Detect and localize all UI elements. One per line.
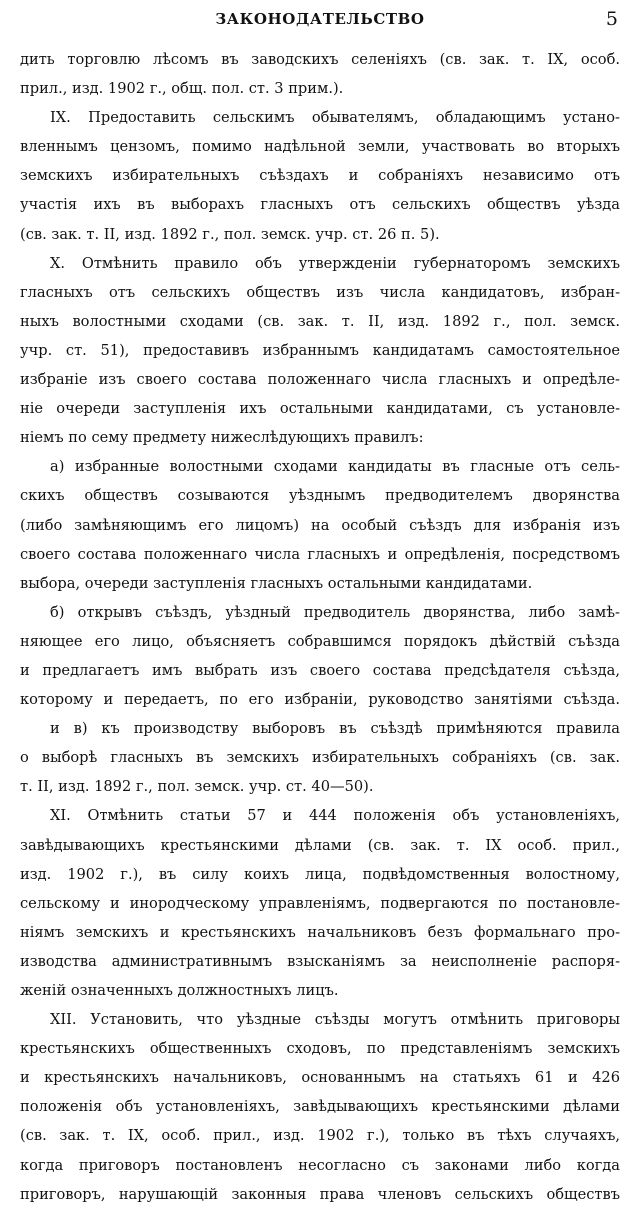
text-line: учр. ст. 51), предоставивъ избраннымъ кандидатамъ самостоятельное: [20, 341, 620, 359]
text-line: и крестьянскихъ начальниковъ, основаннымъ на статьяхъ 61 и 426: [20, 1069, 620, 1087]
text-line: земскихъ избирательныхъ съѣздахъ и собраніяхъ независимо отъ: [20, 167, 620, 185]
text-line: X. Отмѣнить правило объ утвержденіи губернаторомъ земскихъ: [50, 254, 620, 272]
text-line: ніямъ земскихъ и крестьянскихъ начальниковъ безъ формальнаго про-: [20, 923, 620, 941]
text-line: приговоръ, нарушающій законныя права членовъ сельскихъ обществъ: [20, 1185, 620, 1203]
text-line: скихъ обществъ созываются уѣзднымъ предводителемъ дворянства: [20, 487, 620, 505]
page-number: 5: [605, 8, 618, 30]
text-line: б) открывъ съѣздъ, уѣздный предводитель дворянства, либо замѣ-: [50, 603, 620, 621]
text-line: гласныхъ отъ сельскихъ обществъ изъ числа кандидатовъ, избран-: [20, 283, 620, 301]
text-line: ніе очереди заступленія ихъ остальными кандидатами, съ установле-: [20, 400, 620, 418]
text-line: участія ихъ въ выборахъ гласныхъ отъ сельскихъ обществъ уѣзда: [20, 196, 620, 214]
text-line: ніемъ по сему предмету нижеслѣдующихъ правилъ:: [20, 429, 424, 447]
text-line: (св. зак. т. IX, особ. прил., изд. 1902 г.), только въ тѣхъ случаяхъ,: [20, 1127, 620, 1145]
text-line: и предлагаетъ имъ выбрать изъ своего состава предсѣдателя съѣзда,: [20, 661, 620, 679]
text-line: которому и передаетъ, по его избраніи, руководство занятіями съѣзда.: [20, 691, 620, 709]
text-line: XII. Установить, что уѣздные съѣзды могутъ отмѣнить приговоры: [50, 1011, 620, 1029]
text-line: изд. 1902 г.), въ силу коихъ лица, подвѣдомственныя волостному,: [20, 865, 620, 883]
running-head: [20, 10, 620, 34]
text-line: а) избранные волостными сходами кандидаты въ гласные отъ сель-: [50, 458, 620, 476]
text-line: XI. Отмѣнить статьи 57 и 444 положенія объ установленіяхъ,: [50, 807, 620, 825]
text-line: вленнымъ цензомъ, помимо надѣльной земли, участвовать во вторыхъ: [20, 138, 620, 156]
text-line: сельскому и инородческому управленіямъ, подвергаются по постановле-: [20, 894, 620, 912]
text-line: дить торговлю лѣсомъ въ заводскихъ селеніяхъ (св. зак. т. IX, особ.: [20, 51, 620, 68]
running-title: ЗАКОНОДАТЕЛЬСТВО: [215, 10, 425, 28]
text-line: своего состава положеннаго числа гласныхъ и опредѣленія, посредствомъ: [20, 545, 620, 563]
text-line: избраніе изъ своего состава положеннаго числа гласныхъ и опредѣле-: [20, 371, 620, 389]
text-line: (св. зак. т. II, изд. 1892 г., пол. земск. учр. ст. 26 п. 5).: [20, 225, 440, 243]
text-line: женій означенныхъ должностныхъ лицъ.: [20, 982, 339, 999]
text-line: выбора, очереди заступленія гласныхъ остальными кандидатами.: [20, 574, 533, 592]
text-line: о выборѣ гласныхъ въ земскихъ избирательныхъ собраніяхъ (св. зак.: [20, 749, 620, 767]
text-line: когда приговоръ постановленъ несогласно съ законами либо когда: [20, 1156, 620, 1174]
text-line: няющее его лицо, объясняетъ собравшимся порядокъ дѣйствій съѣзда: [20, 632, 620, 650]
text-line: и в) къ производству выборовъ въ съѣздѣ примѣняются правила: [50, 720, 620, 738]
text-line: ныхъ волостными сходами (св. зак. т. II, изд. 1892 г., пол. земск.: [20, 312, 620, 330]
text-line: (либо замѣняющимъ его лицомъ) на особый съѣздъ для избранія изъ: [20, 516, 620, 534]
text-line: т. II, изд. 1892 г., пол. земск. учр. ст. 40—50).: [20, 778, 374, 796]
text-line: крестьянскихъ общественныхъ сходовъ, по представленіямъ земскихъ: [20, 1040, 620, 1058]
text-line: прил., изд. 1902 г., общ. пол. ст. 3 прим.).: [20, 80, 344, 98]
text-line: IX. Предоставить сельскимъ обывателямъ, обладающимъ устано-: [50, 109, 620, 127]
text-line: завѣдывающихъ крестьянскими дѣлами (св. зак. т. IX особ. прил.,: [20, 836, 620, 854]
text-line: изводства административнымъ взысканіямъ за неисполненіе распоря-: [20, 952, 620, 970]
text-line: положенія объ установленіяхъ, завѣдывающихъ крестьянскими дѣлами: [20, 1098, 620, 1116]
body-text: [20, 45, 620, 1209]
